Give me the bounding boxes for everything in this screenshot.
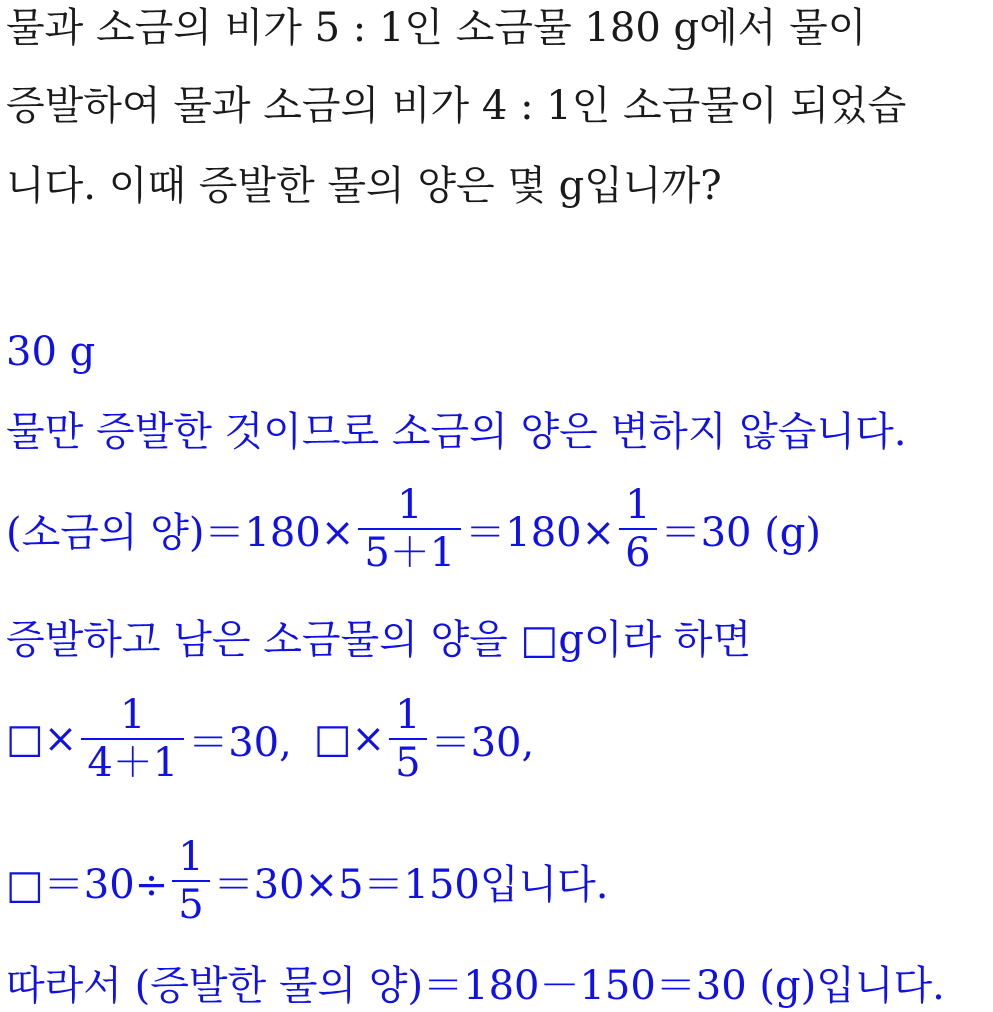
question-line-3: 니다. 이때 증발한 물의 양은 몇 g입니까? <box>6 163 722 209</box>
eq3-lhs: □＝30÷ <box>6 861 169 908</box>
eq3-denominator: 5 <box>178 882 204 928</box>
eq3-rhs: ＝30×5＝150입니다. <box>213 861 609 908</box>
eq3-fraction <box>172 834 209 928</box>
question-line-2: 증발하여 물과 소금의 비가 4 : 1인 소금물이 되었습 <box>6 83 907 129</box>
question-line-1: 물과 소금의 비가 5 : 1인 소금물 180 g에서 물이 <box>6 5 867 51</box>
eq1-fraction-1 <box>358 482 461 576</box>
eq1-f2-numerator: 1 <box>625 482 651 528</box>
eq1-f1-numerator: 1 <box>397 482 423 528</box>
eq2-a-denominator: 4＋1 <box>87 740 179 786</box>
answer-result: 30 g <box>6 329 96 375</box>
eq1-f1-denominator: 5＋1 <box>364 530 456 576</box>
eq1-fraction-2 <box>619 482 656 576</box>
eq3-numerator: 1 <box>178 834 204 880</box>
eq2-a-rhs: ＝30, <box>188 719 292 766</box>
eq2-b-numerator: 1 <box>395 692 421 738</box>
eq1-lhs: (소금의 양)＝180× <box>6 509 355 556</box>
equation-salt-amount <box>6 482 821 576</box>
eq2-b-rhs: ＝30, <box>430 719 535 766</box>
answer-final: 따라서 (증발한 물의 양)＝180－150＝30 (g)입니다. <box>6 963 945 1009</box>
eq1-f2-denominator: 6 <box>625 530 651 576</box>
equation-solve-box <box>6 834 609 928</box>
eq2-fraction-b <box>389 692 426 786</box>
eq1-rhs: ＝30 (g) <box>660 509 822 556</box>
eq2-fraction-a <box>81 692 184 786</box>
answer-explanation-1: 물만 증발한 것이므로 소금의 양은 변하지 않습니다. <box>6 409 907 455</box>
equation-remaining-brine <box>6 692 534 786</box>
eq2-a-numerator: 1 <box>120 692 146 738</box>
eq2-a-lhs: □× <box>6 716 78 762</box>
eq2-b-lhs: □× <box>313 716 386 762</box>
eq2-b-denominator: 5 <box>395 740 421 786</box>
eq1-mid: ＝180× <box>465 509 616 556</box>
answer-explanation-2: 증발하고 남은 소금물의 양을 □g이라 하면 <box>6 617 752 663</box>
